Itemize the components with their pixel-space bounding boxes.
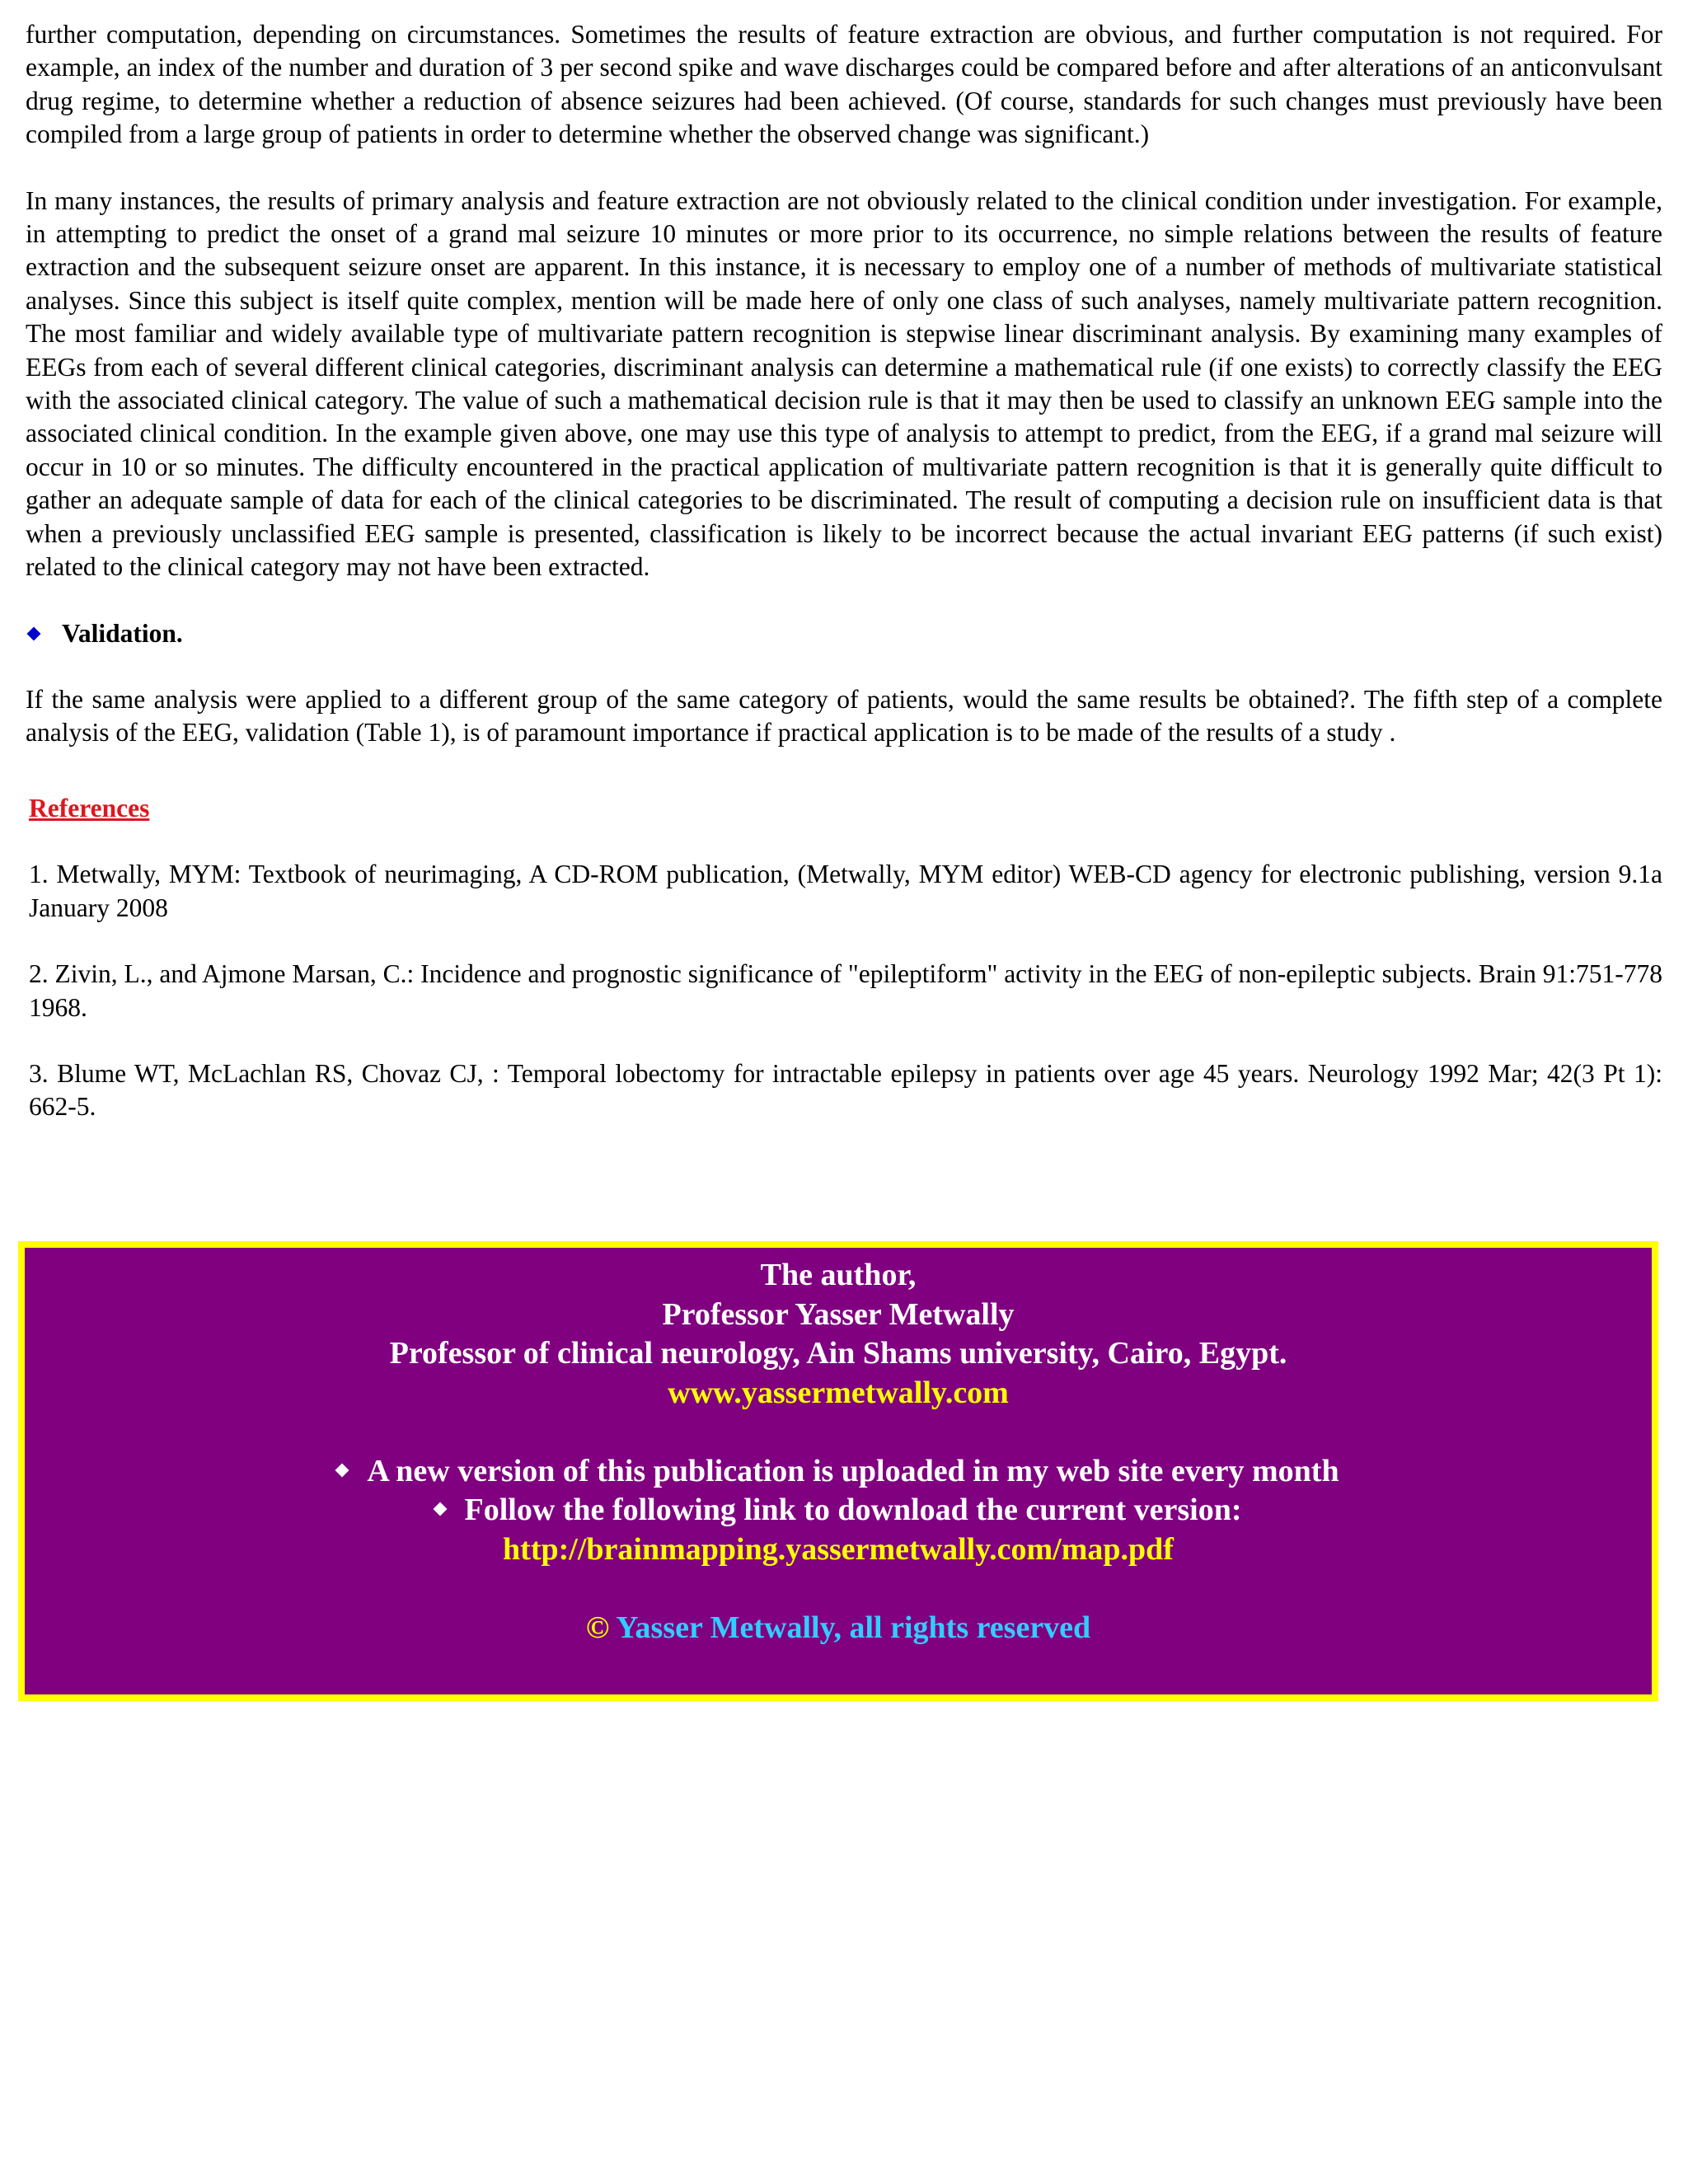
spacer xyxy=(25,1413,1652,1452)
author-name: Professor Yasser Metwally xyxy=(662,1296,1015,1332)
paragraph-feature-extraction: further computation, depending on circumstances. Sometimes the results of feature extraction are obvious, and further computation is not required. For example, an index of the number and duration of 3 per second spike and wave discharges could be compared before and after alterations of an anticonvulsant drug regime, to determine whether a reduction of absence seizures had been achieved. (Of course, standards for such changes must previously have been compiled from a large group of patients in order to determine whether the observed change was significant.) xyxy=(26,20,1662,149)
author-affiliation: Professor of clinical neurology, Ain Shams university, Cairo, Egypt. xyxy=(389,1336,1287,1371)
paragraph-multivariate-analysis: In many instances, the results of primary analysis and feature extraction are not obviously related to the clinical condition under investigation. For example, in attempting to predict the onset of a grand mal seizure 10 minutes or more prior to its occurrence, no simple relations between the results of feature extraction and the subsequent seizure onset are apparent. In this instance, it is necessary to employ one of a number of methods of multivariate statistical analyses. Since this subject is itself quite complex, mention will be made here of only one class of such analyses, namely multivariate pattern recognition. The most familiar and widely available type of multivariate pattern recognition is stepwise linear discriminant analysis. By examining many examples of EEGs from each of several different clinical categories, discriminant analysis can determine a mathematical rule (if one exists) to correctly classify the EEG with the associated clinical category. The value of such a mathematical decision rule is that it may then be used to classify an unknown EEG sample into the associated clinical condition. In the example given above, one may use this type of analysis to attempt to predict, from the EEG, if a grand mal seizure will occur in 10 or so minutes. The difficulty encountered in the practical application of multivariate pattern recognition is that it is generally quite difficult to gather an adequate sample of data for each of the clinical categories to be discriminated. The result of computing a decision rule on insufficient data is that when a previously unclassified EEG sample is presented, classification is likely to be incorrect because the actual invariant EEG patterns (if such exist) related to the clinical category may not have been extracted. xyxy=(26,185,1662,582)
website-link[interactable]: www.yassermetwally.com xyxy=(668,1375,1009,1410)
references-section xyxy=(26,792,1662,1123)
update-notice-text: A new version of this publication is uploaded in my web site every month xyxy=(367,1453,1339,1488)
copyright-notice xyxy=(25,1609,1652,1648)
references-link[interactable]: References xyxy=(29,794,150,823)
author-info-box xyxy=(18,1241,1658,1701)
diamond-bullet-icon xyxy=(433,1502,447,1516)
download-notice-text: Follow the following link to download the current version: xyxy=(464,1493,1242,1527)
validation-heading-text: Validation. xyxy=(62,618,183,648)
diamond-bullet-icon xyxy=(335,1463,349,1477)
document-page xyxy=(26,18,1662,1157)
update-notice xyxy=(25,1452,1652,1492)
copyright-symbol: © xyxy=(585,1610,610,1645)
references-list xyxy=(26,858,1662,1123)
diamond-bullet-icon xyxy=(27,626,41,640)
author-intro: The author, xyxy=(760,1258,917,1292)
copyright-text: Yasser Metwally, all rights reserved xyxy=(616,1610,1091,1645)
paragraph-validation: If the same analysis were applied to a different group of the same category of patients, would the same results be obtained?. The fifth step of a complete analysis of the EEG, validation (Table 1), is of paramount importance if practical application is to be made of the results of a study . xyxy=(26,684,1662,747)
download-link[interactable]: http://brainmapping.yassermetwally.com/map.pdf xyxy=(503,1531,1174,1567)
reference-item: 2. Zivin, L., and Ajmone Marsan, C.: Incidence and prognostic significance of "epileptiform" activity in the EEG of non-epileptic subjects. Brain 91:751-778 1968. xyxy=(29,959,1662,1022)
download-notice xyxy=(25,1491,1652,1530)
spacer xyxy=(25,1569,1652,1609)
validation-heading xyxy=(26,617,1662,650)
reference-item: 1. Metwally, MYM: Textbook of neurimaging, A CD-ROM publication, (Metwally, MYM editor) WEB-CD agency for electronic publishing, version 9.1a January 2008 xyxy=(29,860,1662,922)
reference-item: 3. Blume WT, McLachlan RS, Chovaz CJ, : Temporal lobectomy for intractable epilepsy in patients over age 45 years. Neurology 1992 Mar; 42(3 Pt 1): 662-5. xyxy=(29,1058,1662,1122)
